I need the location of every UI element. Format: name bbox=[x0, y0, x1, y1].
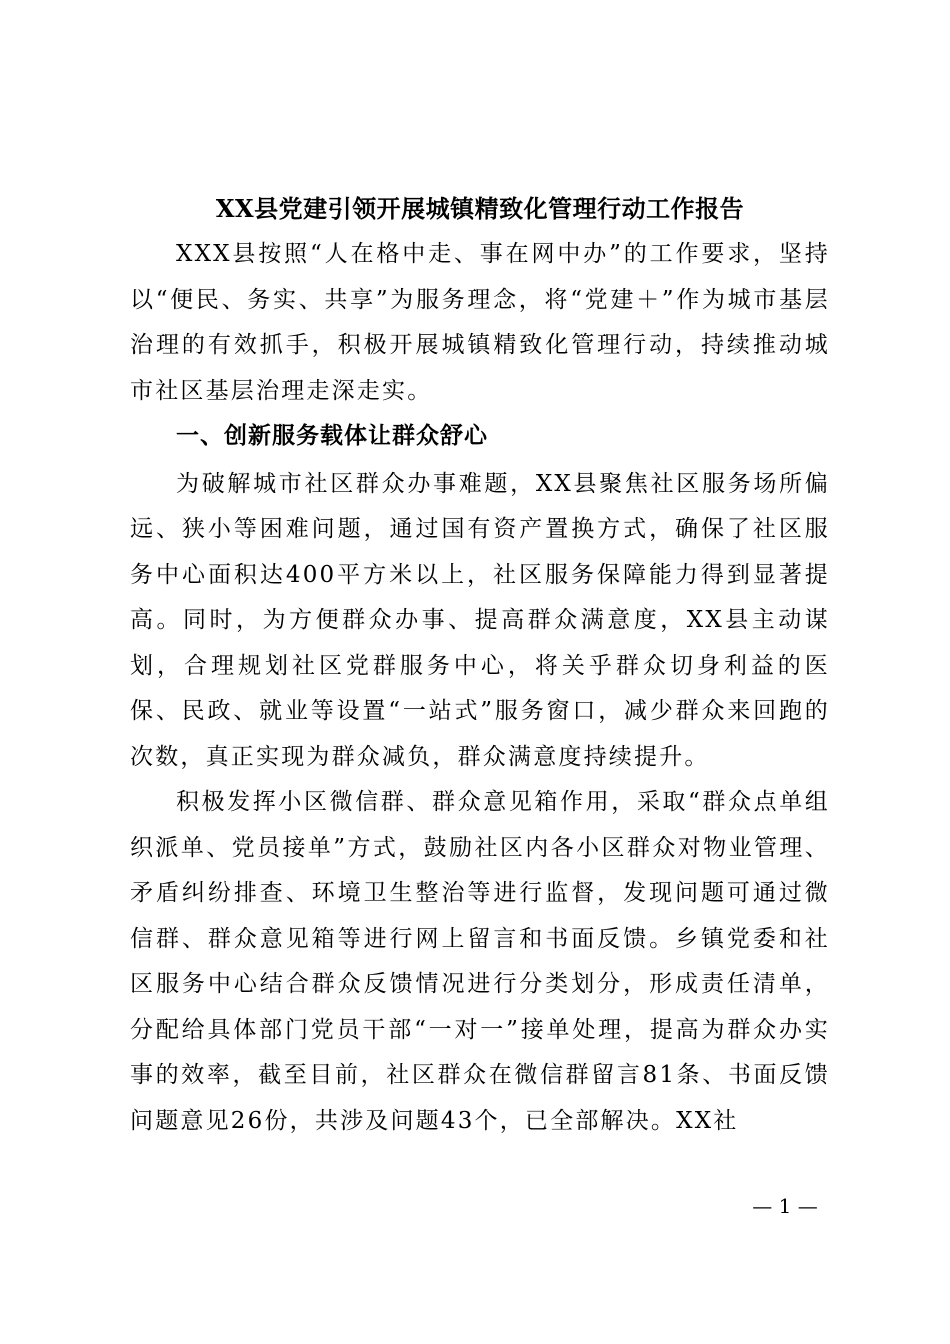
body-paragraph: 积极发挥小区微信群、群众意见箱作用，采取“群众点单组织派单、党员接单”方式，鼓励社区内各小区群众对物业管理、矛盾纠纷排查、环境卫生整治等进行监督，发现问题可通过微信群、群众意见箱等进行网上留言和书面反馈。乡镇党委和社区服务中心结合群众反馈情况进行分类划分，形成责任清单，分配给具体部门党员干部“一对一”接单处理，提高为群众办实事的效率，截至目前，社区群众在微信群留言81条、书面反馈问题意见26份，共涉及问题43个，已全部解决。XX社 bbox=[130, 789, 830, 1134]
page-number: — 1 — bbox=[752, 1194, 818, 1218]
section-heading: 一、创新服务载体让群众舒心 bbox=[176, 423, 488, 449]
body-paragraph: 为破解城市社区群众办事难题，XX县聚焦社区服务场所偏远、狭小等困难问题，通过国有资产置换方式，确保了社区服务中心面积达400平方米以上，社区服务保障能力得到显著提高。同时，为方便群众办事、提高群众满意度，XX县主动谋划，合理规划社区党群服务中心，将关乎群众切身利益的医保、民政、就业等设置“一站式”服务窗口，减少群众来回跑的次数，真正实现为群众减负，群众满意度持续提升。 bbox=[130, 470, 830, 770]
document-body bbox=[130, 232, 830, 1144]
document-title: XX县党建引领开展城镇精致化管理行动工作报告 bbox=[215, 194, 745, 223]
intro-paragraph: XXX县按照“人在格中走、事在网中办”的工作要求，坚持以“便民、务实、共享”为服务理念，将“党建＋”作为城市基层治理的有效抓手，积极开展城镇精致化管理行动，持续推动城市社区基层治理走深走实。 bbox=[130, 241, 830, 404]
